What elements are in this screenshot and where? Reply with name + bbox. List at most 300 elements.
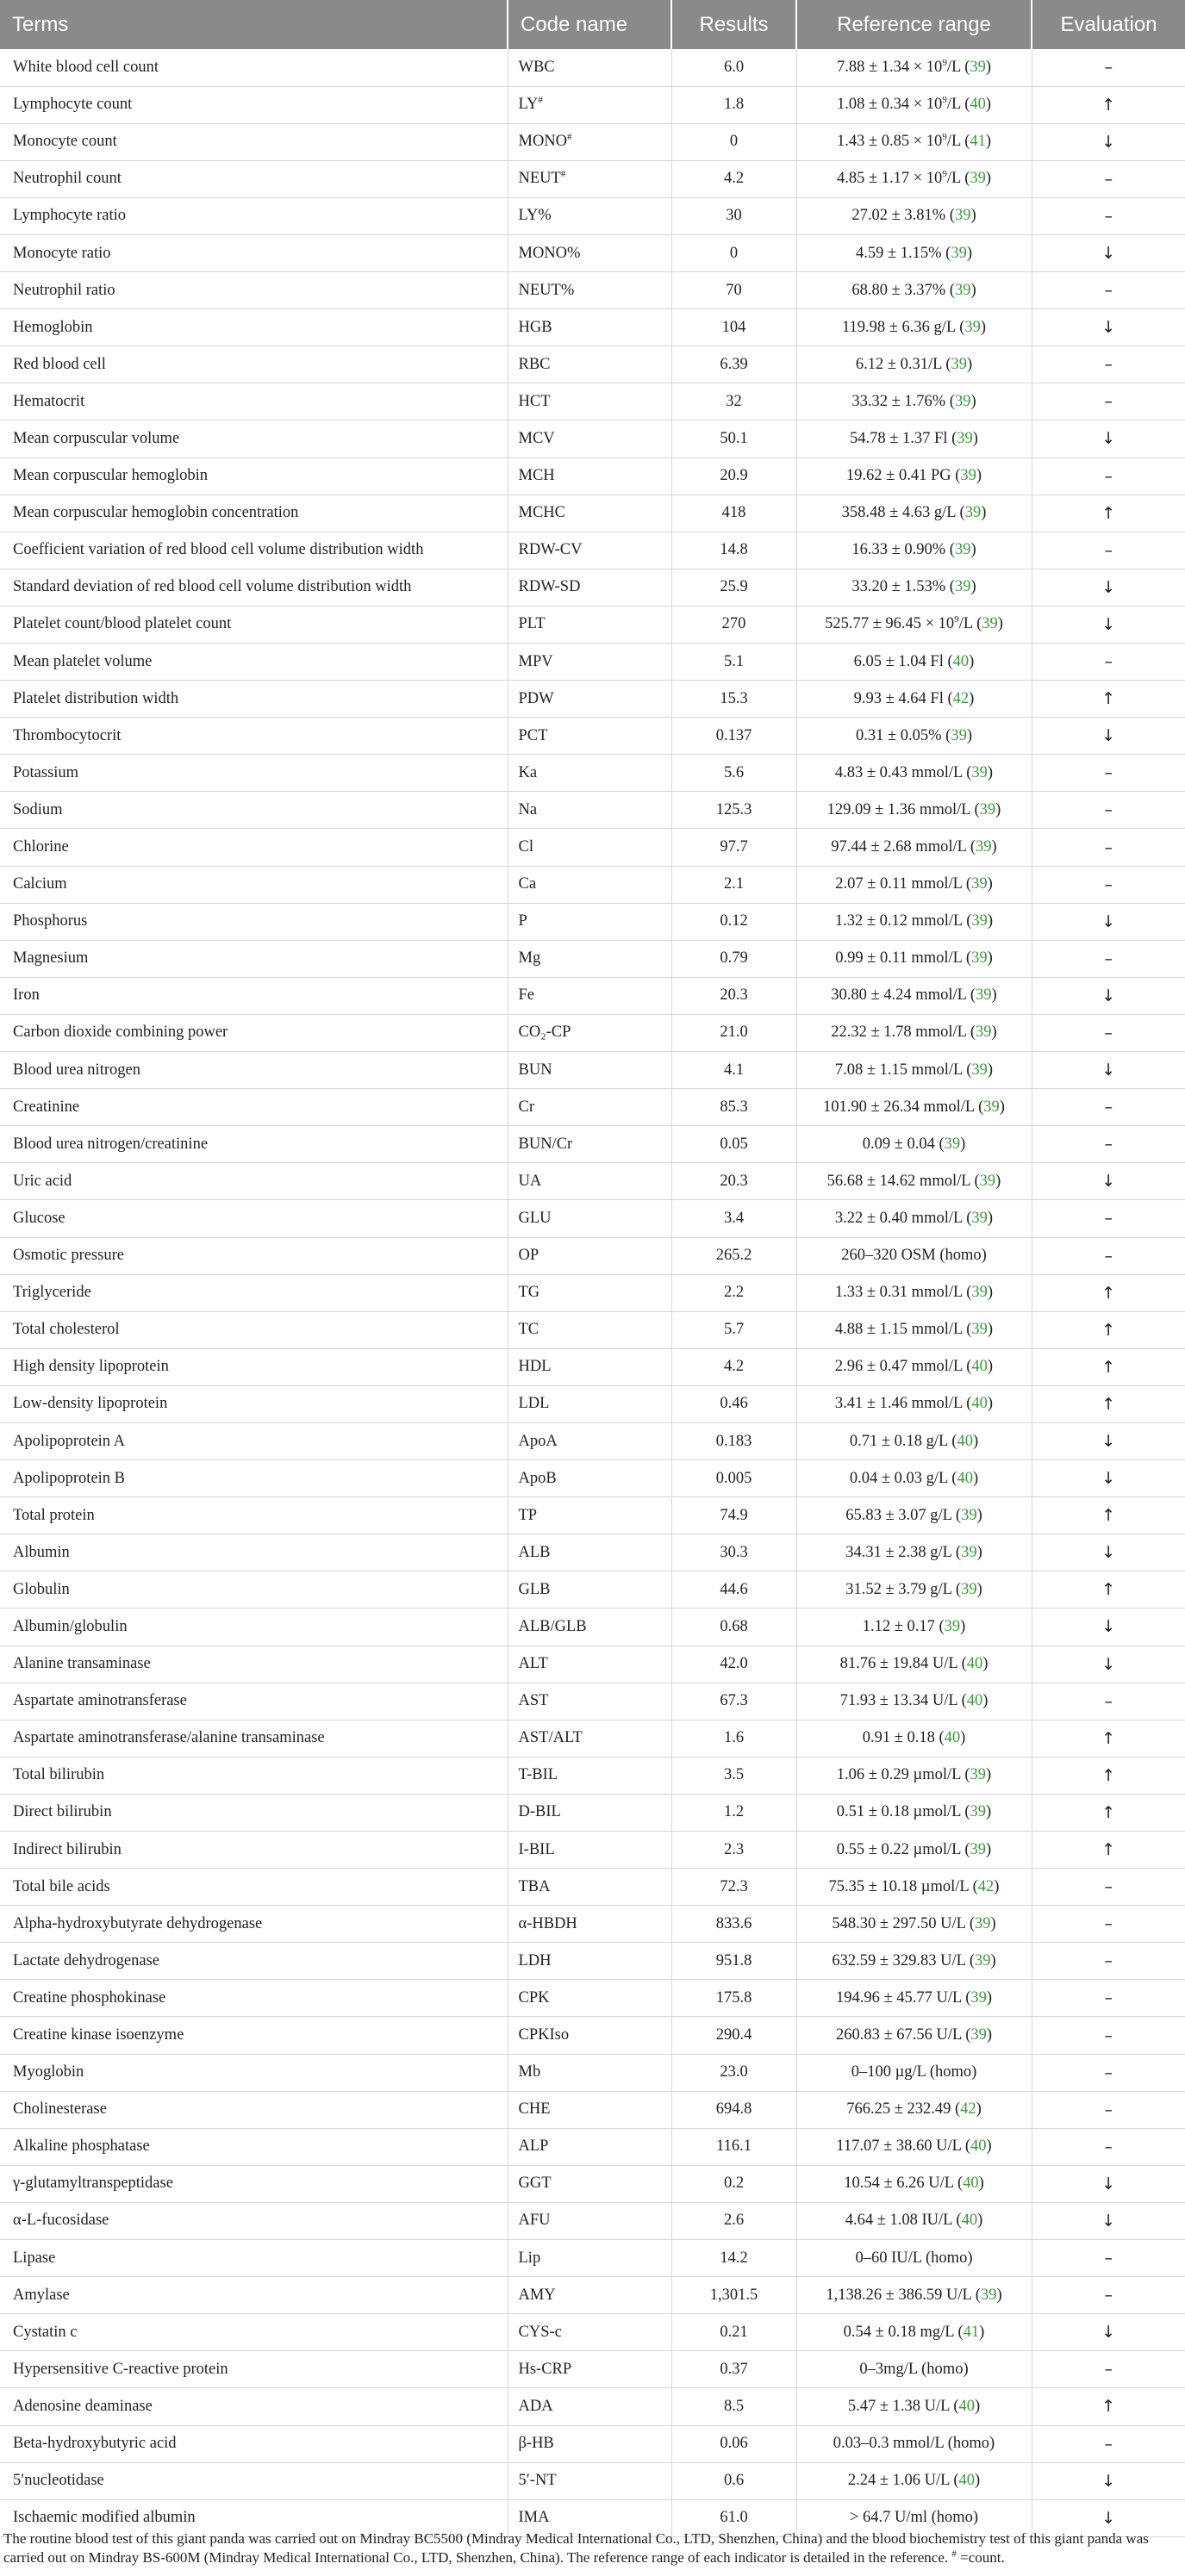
code-name: RBC — [518, 355, 551, 373]
reference-value: 1.08 ± 0.34 × 10 — [836, 96, 943, 114]
evaluation-cell: – — [1032, 49, 1185, 86]
table-row — [0, 383, 1185, 420]
result-cell: 0.2 — [671, 2165, 796, 2202]
code-superscript: # — [560, 169, 566, 180]
code-name: LDL — [518, 1395, 550, 1413]
evaluation-cell: – — [1032, 1200, 1185, 1237]
code-name: CPKIso — [518, 2026, 570, 2044]
header-terms: Terms — [0, 0, 508, 49]
reference-range-cell — [796, 755, 1032, 792]
reference-range-cell — [796, 495, 1032, 532]
citation-link[interactable]: 40 — [966, 1692, 983, 1710]
table-row — [0, 2314, 1185, 2351]
citation-link[interactable]: 40 — [958, 2472, 975, 2490]
term-cell: Sodium — [0, 792, 508, 829]
reference-range-cell — [796, 383, 1032, 420]
reference-value: 0.54 ± 0.18 mg/L ( — [843, 2323, 964, 2341]
term-cell: Creatine phosphokinase — [0, 1980, 508, 2017]
citation-link[interactable]: 42 — [960, 2100, 976, 2119]
citation-close: ) — [960, 1729, 966, 1747]
citation-close: ) — [987, 912, 994, 930]
code-cell — [508, 420, 671, 457]
code-cell — [508, 569, 671, 606]
code-name: NEUT% — [518, 281, 575, 299]
citation-link[interactable]: 41 — [970, 133, 986, 151]
term-cell: Potassium — [0, 755, 508, 792]
reference-value: 34.31 ± 2.38 g/L ( — [845, 1543, 962, 1561]
code-name: Hs-CRP — [518, 2360, 572, 2378]
citation-link[interactable]: 39 — [971, 1321, 988, 1339]
reference-unit: /L ( — [946, 170, 970, 188]
table-row — [0, 2277, 1185, 2314]
citation-link[interactable]: 40 — [971, 1358, 988, 1376]
code-name: IMA — [518, 2509, 550, 2527]
reference-value: 119.98 ± 6.36 g/L ( — [841, 318, 965, 336]
reference-range-cell — [796, 1608, 1032, 1646]
result-cell: 23.0 — [671, 2054, 796, 2091]
reference-value: 0.51 ± 0.18 µmol/L ( — [836, 1803, 970, 1821]
code-cell — [508, 1757, 671, 1794]
reference-value: 19.62 ± 0.41 PG ( — [845, 467, 961, 485]
code-cell — [508, 1497, 671, 1534]
reference-range-cell — [796, 420, 1032, 457]
reference-value: 260–320 OSM (homo) — [841, 1247, 987, 1265]
evaluation-cell: ↓ — [1032, 234, 1185, 271]
table-row — [0, 1534, 1185, 1571]
code-name: MPV — [518, 652, 553, 670]
citation-close: ) — [990, 1951, 996, 1969]
citation-link[interactable]: 39 — [964, 504, 982, 522]
code-cell — [508, 903, 671, 940]
result-cell: 5.6 — [671, 755, 796, 792]
term-cell: Lymphocyte count — [0, 86, 508, 123]
reference-range-cell — [796, 1163, 1032, 1200]
term-cell: Creatinine — [0, 1089, 508, 1126]
citation-link[interactable]: 39 — [983, 1098, 1000, 1116]
code-name: Cr — [518, 1098, 534, 1116]
citation-link[interactable]: 39 — [971, 949, 988, 968]
citation-link[interactable]: 39 — [951, 726, 967, 744]
result-cell: 0.46 — [671, 1385, 796, 1422]
term-cell: Ischaemic modified albumin — [0, 2499, 508, 2536]
citation-link[interactable]: 39 — [971, 1061, 988, 1079]
citation-link[interactable]: 39 — [954, 392, 971, 410]
table-row — [0, 755, 1185, 792]
evaluation-cell: ↓ — [1032, 1608, 1185, 1646]
reference-range-cell — [796, 569, 1032, 606]
citation-link[interactable]: 39 — [954, 578, 971, 596]
citation-link[interactable]: 40 — [963, 2175, 979, 2193]
citation-close: ) — [987, 949, 993, 968]
table-row — [0, 1163, 1185, 1200]
evaluation-cell: – — [1032, 1237, 1185, 1274]
citation-link[interactable]: 40 — [970, 96, 986, 114]
reference-unit: /L ( — [958, 615, 982, 633]
citation-close: ) — [999, 1098, 1005, 1116]
evaluation-cell: ↑ — [1032, 681, 1185, 718]
table-row — [0, 1608, 1185, 1646]
reference-value: 117.07 ± 38.60 U/L ( — [836, 2137, 971, 2156]
code-cell — [508, 383, 671, 420]
reference-range-cell — [796, 1794, 1032, 1831]
table-row — [0, 2128, 1185, 2165]
citation-close: ) — [976, 1543, 982, 1561]
code-name: I-BIL — [518, 1840, 555, 1858]
code-name: UA — [518, 1172, 542, 1190]
code-cell — [508, 1869, 671, 1906]
citation-link[interactable]: 39 — [970, 58, 986, 76]
result-cell: 25.9 — [671, 569, 796, 606]
code-name: TC — [518, 1321, 539, 1339]
citation-link[interactable]: 40 — [957, 1469, 973, 1487]
result-cell: 30.3 — [671, 1534, 796, 1571]
citation-link[interactable]: 40 — [958, 2397, 975, 2415]
reference-value: 6.05 ± 1.04 Fl ( — [853, 652, 953, 670]
evaluation-cell: – — [1032, 792, 1185, 829]
reference-exponent: 9 — [942, 57, 947, 68]
table-row — [0, 2054, 1185, 2091]
citation-link[interactable]: 40 — [961, 2212, 978, 2230]
code-name: CO₂-CP — [518, 1024, 571, 1042]
reference-range-cell — [796, 346, 1032, 383]
code-name: RDW-CV — [518, 541, 583, 559]
reference-unit: /L ( — [946, 133, 970, 151]
code-name: Ka — [518, 763, 538, 781]
code-cell — [508, 2425, 671, 2462]
citation-close: ) — [987, 763, 994, 781]
citation-close: ) — [986, 1988, 993, 2007]
citation-close: ) — [997, 615, 1003, 633]
term-cell: γ-glutamyltranspeptidase — [0, 2165, 508, 2202]
result-cell: 0.06 — [671, 2425, 796, 2462]
result-cell: 85.3 — [671, 1089, 796, 1126]
evaluation-cell: ↑ — [1032, 1720, 1185, 1757]
evaluation-cell: – — [1032, 940, 1185, 977]
evaluation-cell: – — [1032, 2277, 1185, 2314]
result-cell: 3.5 — [671, 1757, 796, 1794]
code-name: Fe — [518, 986, 534, 1005]
term-cell: Amylase — [0, 2277, 508, 2314]
reference-range-cell — [796, 1571, 1032, 1608]
reference-value: 97.44 ± 2.68 mmol/L ( — [831, 838, 976, 856]
citation-close: ) — [985, 133, 992, 151]
reference-value: 1.43 ± 0.85 × 10 — [836, 133, 943, 151]
reference-range-cell — [796, 123, 1032, 160]
reference-value: 33.32 ± 1.76% ( — [851, 392, 955, 410]
citation-link[interactable]: 39 — [979, 1172, 996, 1190]
table-row — [0, 1757, 1185, 1794]
citation-close: ) — [982, 1655, 989, 1673]
code-cell — [508, 2165, 671, 2202]
term-cell: α-L-fucosidase — [0, 2202, 508, 2239]
citation-link[interactable]: 39 — [970, 2026, 987, 2044]
code-cell — [508, 1163, 671, 1200]
citation-close: ) — [987, 875, 993, 893]
citation-close: ) — [987, 1358, 994, 1376]
citation-close: ) — [987, 1209, 994, 1227]
reference-exponent: 9 — [942, 132, 947, 143]
citation-link[interactable]: 39 — [951, 244, 967, 262]
citation-link[interactable]: 40 — [957, 1432, 973, 1450]
citation-link[interactable]: 39 — [976, 838, 992, 856]
evaluation-cell: – — [1032, 197, 1185, 234]
citation-link[interactable]: 39 — [970, 170, 986, 188]
code-name: AMY — [518, 2286, 556, 2304]
table-row — [0, 2425, 1185, 2462]
reference-value: 31.52 ± 3.79 g/L ( — [845, 1580, 962, 1598]
table-row — [0, 1720, 1185, 1757]
result-cell: 3.4 — [671, 1200, 796, 1237]
reference-value: 54.78 ± 1.37 Fl ( — [850, 429, 957, 447]
code-name: ALT — [518, 1655, 548, 1673]
term-cell: Iron — [0, 977, 508, 1014]
term-cell: Total cholesterol — [0, 1311, 508, 1348]
citation-close: ) — [975, 2397, 981, 2415]
evaluation-cell: ↓ — [1032, 309, 1185, 346]
code-name: ApoA — [518, 1432, 558, 1450]
reference-range-cell — [796, 1237, 1032, 1274]
evaluation-cell: – — [1032, 160, 1185, 197]
reference-range-cell — [796, 309, 1032, 346]
reference-value: 22.32 ± 1.78 mmol/L ( — [831, 1024, 976, 1042]
code-cell — [508, 940, 671, 977]
citation-link[interactable]: 39 — [951, 355, 968, 373]
term-cell: Magnesium — [0, 940, 508, 977]
reference-value: 7.88 ± 1.34 × 10 — [836, 58, 943, 76]
footnote-tail: =count. — [956, 2549, 1005, 2566]
code-cell — [508, 2314, 671, 2351]
citation-link[interactable]: 42 — [952, 689, 970, 707]
term-cell: Mean corpuscular hemoglobin concentration — [0, 495, 508, 532]
citation-link[interactable]: 40 — [971, 1395, 988, 1413]
citation-link[interactable]: 39 — [964, 318, 981, 336]
term-cell: Aspartate aminotransferase — [0, 1683, 508, 1720]
reference-value: 1.33 ± 0.31 mmol/L ( — [834, 1284, 972, 1302]
citation-link[interactable]: 39 — [954, 207, 971, 225]
code-name: ADA — [518, 2397, 553, 2415]
citation-link[interactable]: 42 — [977, 1877, 995, 1895]
table-row — [0, 197, 1185, 234]
code-name: ALP — [518, 2137, 549, 2156]
evaluation-cell: ↓ — [1032, 1646, 1185, 1683]
code-name: LDH — [518, 1951, 552, 1969]
citation-link[interactable]: 40 — [952, 652, 970, 670]
citation-close: ) — [970, 281, 976, 299]
citation-link[interactable]: 39 — [976, 1024, 992, 1042]
citation-link[interactable]: 41 — [963, 2323, 980, 2341]
citation-link[interactable]: 39 — [961, 1543, 977, 1561]
table-row — [0, 123, 1185, 160]
citation-link[interactable]: 39 — [971, 1209, 988, 1227]
evaluation-cell: ↓ — [1032, 569, 1185, 606]
reference-range-cell — [796, 532, 1032, 569]
code-cell — [508, 1089, 671, 1126]
code-name: TP — [518, 1506, 538, 1524]
reference-unit: /L ( — [946, 96, 970, 114]
citation-close: ) — [987, 1284, 994, 1302]
code-name: CYS-c — [518, 2323, 562, 2341]
citation-close: ) — [960, 1135, 966, 1153]
result-cell: 20.9 — [671, 457, 796, 495]
evaluation-cell: ↑ — [1032, 1385, 1185, 1422]
code-name: LY% — [518, 207, 552, 225]
reference-range-cell — [796, 2091, 1032, 2128]
citation-link[interactable]: 39 — [970, 1803, 987, 1821]
code-cell — [508, 2388, 671, 2425]
citation-link[interactable]: 39 — [971, 912, 988, 930]
result-cell: 0.005 — [671, 1460, 796, 1497]
citation-close: ) — [976, 467, 982, 485]
code-cell — [508, 1646, 671, 1683]
table-row — [0, 2017, 1185, 2054]
citation-link[interactable]: 39 — [971, 1284, 988, 1302]
evaluation-cell: – — [1032, 532, 1185, 569]
term-cell: Direct bilirubin — [0, 1794, 508, 1831]
table-row — [0, 457, 1185, 495]
reference-range-cell — [796, 1980, 1032, 2017]
citation-link[interactable]: 39 — [961, 1580, 977, 1598]
citation-link[interactable]: 39 — [944, 1135, 961, 1153]
reference-range-cell — [796, 1646, 1032, 1683]
term-cell: Lipase — [0, 2240, 508, 2277]
result-cell: 6.0 — [671, 49, 796, 86]
citation-link[interactable]: 39 — [979, 800, 996, 818]
evaluation-cell: ↓ — [1032, 1534, 1185, 1571]
result-cell: 44.6 — [671, 1571, 796, 1608]
result-cell: 4.2 — [671, 1348, 796, 1385]
code-cell — [508, 977, 671, 1014]
term-cell: Apolipoprotein B — [0, 1460, 508, 1497]
citation-link[interactable]: 39 — [970, 1988, 987, 2007]
code-cell — [508, 718, 671, 755]
citation-close: ) — [986, 2137, 992, 2156]
citation-link[interactable]: 39 — [961, 1506, 977, 1524]
citation-link[interactable]: 40 — [970, 2137, 987, 2156]
citation-link[interactable]: 39 — [980, 2286, 997, 2304]
citation-close: ) — [970, 578, 976, 596]
result-cell: 104 — [671, 309, 796, 346]
code-name: AST — [518, 1692, 549, 1710]
citation-link[interactable]: 39 — [960, 467, 976, 485]
reference-range-cell — [796, 2462, 1032, 2499]
term-cell: Osmotic pressure — [0, 1237, 508, 1274]
term-cell: Coefficient variation of red blood cell volume distribution width — [0, 532, 508, 569]
code-cell — [508, 2351, 671, 2388]
citation-link[interactable]: 39 — [971, 875, 988, 893]
header-evaluation: Evaluation — [1032, 0, 1185, 49]
term-cell: Blood urea nitrogen — [0, 1052, 508, 1089]
citation-link[interactable]: 39 — [970, 1766, 987, 1784]
citation-link[interactable]: 39 — [970, 1840, 987, 1858]
reference-value: 6.12 ± 0.31/L ( — [855, 355, 951, 373]
citation-link[interactable]: 39 — [976, 986, 992, 1005]
code-cell — [508, 49, 671, 86]
code-cell — [508, 234, 671, 271]
code-superscript: # — [567, 132, 572, 143]
evaluation-cell: ↑ — [1032, 1274, 1185, 1311]
citation-link[interactable]: 40 — [966, 1655, 983, 1673]
result-cell: 270 — [671, 606, 796, 643]
evaluation-cell: ↑ — [1032, 1832, 1185, 1869]
code-name: Na — [518, 800, 538, 818]
citation-close: ) — [985, 58, 992, 76]
reference-value: 9.93 ± 4.64 Fl ( — [853, 689, 953, 707]
code-cell — [508, 1534, 671, 1571]
citation-link[interactable]: 39 — [975, 1914, 991, 1932]
reference-value: 10.54 ± 6.26 U/L ( — [844, 2175, 964, 2193]
reference-value: 548.30 ± 297.50 U/L ( — [832, 1914, 975, 1932]
table-row — [0, 977, 1185, 1014]
citation-close: ) — [976, 1506, 982, 1524]
result-cell: 0 — [671, 234, 796, 271]
code-cell — [508, 346, 671, 383]
reference-range-cell — [796, 1126, 1032, 1163]
citation-link[interactable]: 39 — [957, 429, 973, 447]
table-row — [0, 2462, 1185, 2499]
reference-value: 525.77 ± 96.45 × 10 — [825, 615, 955, 633]
reference-value: 4.85 ± 1.17 × 10 — [836, 170, 943, 188]
evaluation-cell: – — [1032, 383, 1185, 420]
reference-range-cell — [796, 2388, 1032, 2425]
table-row — [0, 1311, 1185, 1348]
citation-close: ) — [972, 1469, 979, 1487]
citation-close: ) — [977, 2212, 983, 2230]
term-cell: Cholinesterase — [0, 2091, 508, 2128]
table-row — [0, 606, 1185, 643]
code-name: D-BIL — [518, 1803, 561, 1821]
term-cell: Glucose — [0, 1200, 508, 1237]
term-cell: Apolipoprotein A — [0, 1422, 508, 1459]
citation-close: ) — [985, 170, 992, 188]
table-row — [0, 420, 1185, 457]
result-cell: 0.183 — [671, 1422, 796, 1459]
reference-value: 0.99 ± 0.11 mmol/L ( — [835, 949, 972, 968]
result-cell: 175.8 — [671, 1980, 796, 2017]
reference-value: 1.12 ± 0.17 ( — [862, 1617, 945, 1635]
result-cell: 0 — [671, 123, 796, 160]
result-cell: 1,301.5 — [671, 2277, 796, 2314]
header-code-name: Code name — [508, 0, 671, 49]
reference-range-cell — [796, 1497, 1032, 1534]
citation-link[interactable]: 39 — [944, 1617, 961, 1635]
citation-link[interactable]: 39 — [971, 763, 988, 781]
table-row — [0, 1385, 1185, 1422]
reference-range-cell — [796, 457, 1032, 495]
code-name: TG — [518, 1284, 540, 1302]
citation-link[interactable]: 39 — [975, 1951, 991, 1969]
term-cell: Total bilirubin — [0, 1757, 508, 1794]
citation-link[interactable]: 39 — [982, 615, 998, 633]
footnote-symbol: # — [951, 2548, 957, 2560]
term-cell: Red blood cell — [0, 346, 508, 383]
table-row — [0, 866, 1185, 903]
code-name: α-HBDH — [518, 1914, 577, 1932]
citation-close: ) — [987, 1061, 994, 1079]
evaluation-cell: – — [1032, 2017, 1185, 2054]
result-cell: 694.8 — [671, 2091, 796, 2128]
citation-link[interactable]: 39 — [954, 541, 971, 559]
code-cell — [508, 1832, 671, 1869]
citation-link[interactable]: 40 — [944, 1729, 961, 1747]
reference-range-cell — [796, 234, 1032, 271]
evaluation-cell: – — [1032, 1683, 1185, 1720]
result-cell: 5.1 — [671, 644, 796, 681]
evaluation-cell: ↓ — [1032, 2314, 1185, 2351]
evaluation-cell: ↓ — [1032, 2165, 1185, 2202]
citation-link[interactable]: 39 — [954, 281, 971, 299]
reference-range-cell — [796, 903, 1032, 940]
reference-range-cell — [796, 1052, 1032, 1089]
